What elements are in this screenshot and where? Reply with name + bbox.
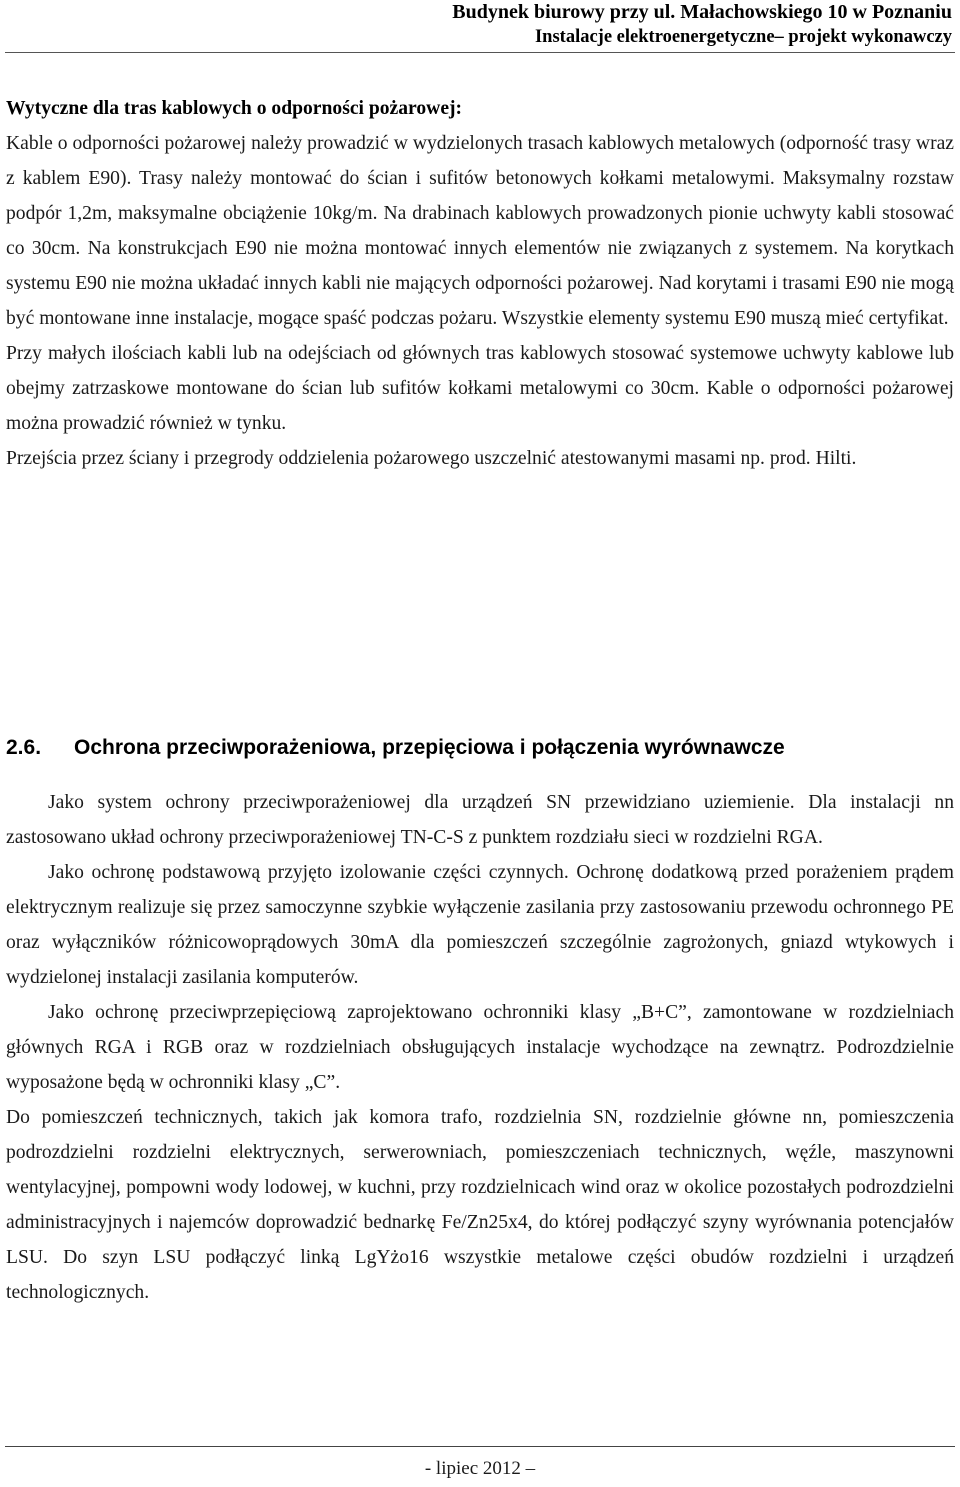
protection-section (6, 785, 954, 1310)
fire-section-title: Wytyczne dla tras kablowych o odporności pożarowej: (6, 98, 463, 119)
header-building: Budynek biurowy przy ul. Małachowskiego 10 w Poznaniu (452, 1, 952, 23)
fire-paragraph-1: Kable o odporności pożarowej należy prowadzić w wydzielonych trasach kablowych metalowych (odporność trasy wraz z kablem E90). Trasy należy montować do ścian i sufitów betonowych kołkami metalowymi. Maksymalny rozstaw podpór 1,2m, maksymalne obciążenie 10kg/m. Na drabinach kablowych prowadzonych pionie uchwyty kabli stosować co 30cm. Na konstrukcjach E90 nie można montować innych elementów nie związanych z systemem. Na korytkach systemu E90 nie można układać innych kabli nie mających odporności pożarowej. Nad korytami i trasami E90 nie mogą być montowane inne instalacje, mogące spaść podczas pożaru. Wszystkie elementy systemu E90 muszą mieć certyfikat. (6, 133, 954, 329)
fire-paragraph-2: Przy małych ilościach kabli lub na odejściach od głównych tras kablowych stosować systemowe uchwyty kablowe lub obejmy zatrzaskowe montowane do ścian lub sufitów kołkami metalowymi co 30cm. Kable o odporności pożarowej można prowadzić również w tynku. (6, 343, 954, 434)
section-title: Ochrona przeciwporażeniowa, przepięciowa i połączenia wyrównawcze (74, 736, 785, 759)
section-heading (6, 736, 954, 760)
protection-paragraph-1: Jako system ochrony przeciwporażeniowej dla urządzeń SN przewidziano uziemienie. Dla instalacji nn zastosowano układ ochrony przeciwporażeniowej TN-C-S z punktem rozdziału sieci w rozdzielni RGA. (6, 792, 954, 848)
protection-paragraph-2: Jako ochronę podstawową przyjęto izolowanie części czynnych. Ochronę dodatkową przed porażeniem prądem elektrycznym realizuje się przez samoczynne szybkie wyłączenie zasilania przy zastosowaniu przewodu ochronnego PE oraz wyłączników różnicowoprądowych 30mA dla pomieszczeń szczególnie zagrożonych, gniazd wtykowych i wydzielonej instalacji zasilania komputerów. (6, 862, 954, 988)
page-footer: - lipiec 2012 – (424, 1458, 536, 1479)
protection-paragraph-4: Do pomieszczeń technicznych, takich jak komora trafo, rozdzielnia SN, rozdzielnie główne nn, pomieszczenia podrozdzielni rozdzielni elektrycznych, serwerowniach, pomieszczeniach technicznych, węźle, maszynowni wentylacyjnej, pompowni wody lodowej, w kuchni, przy rozdzielnicach wind oraz w okolice pozostałych podrozdzielni administracyjnych i najemców doprowadzić bednarkę Fe/Zn25x4, do której podłączyć szyny wyrównania potencjałów LSU. Do szyn LSU podłączyć linką LgYżo16 wszystkie metalowe części obudów rozdzielni i urządzeń technologicznych. (6, 1107, 954, 1303)
fire-section (6, 91, 954, 476)
protection-paragraph-3: Jako ochronę przeciwprzepięciową zaprojektowano ochronniki klasy „B+C”, zamontowane w rozdzielniach głównych RGA i RGB oraz w rozdzielniach obsługujących instalacje wychodzące na zewnątrz. Podrozdzielnie wyposażone będą w ochronniki klasy „C”. (6, 1002, 954, 1093)
fire-paragraph-3: Przejścia przez ściany i przegrody oddzielenia pożarowego uszczelnić atestowanymi masami np. prod. Hilti. (6, 448, 857, 469)
section-number: 2.6. (6, 736, 42, 759)
page-header (452, 0, 952, 49)
footer-divider (5, 1446, 955, 1447)
header-divider (5, 52, 955, 53)
header-project: Instalacje elektroenergetyczne– projekt wykonawczy (534, 27, 952, 47)
